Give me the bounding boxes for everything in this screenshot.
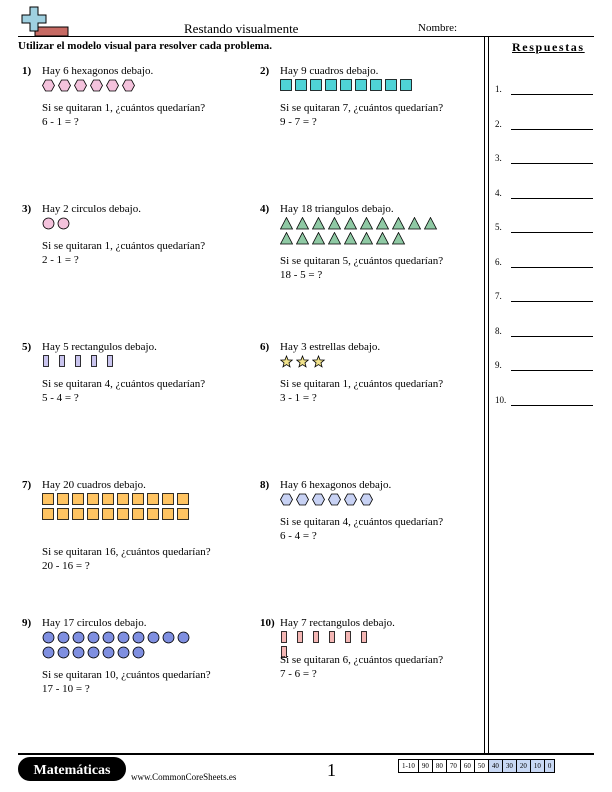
square-icon	[102, 508, 115, 521]
circle-icon	[132, 631, 145, 644]
square-icon	[57, 493, 70, 506]
triangle-icon	[312, 232, 326, 245]
score-cell: 20	[517, 760, 531, 772]
score-cell: 40	[489, 760, 503, 772]
triangle-icon	[328, 217, 342, 230]
shape-group	[280, 217, 440, 247]
square-icon	[42, 508, 55, 521]
problem-equation: 5 - 4 = ?	[42, 392, 79, 404]
problem-equation: 6 - 1 = ?	[42, 116, 79, 128]
square-icon	[340, 79, 353, 92]
triangle-icon	[344, 232, 358, 245]
problem-question: Si se quitaran 5, ¿cuántos quedarían?	[280, 255, 444, 267]
problem-number: 2)	[260, 65, 270, 77]
shape-group	[280, 79, 440, 94]
square-icon	[102, 493, 115, 506]
triangle-icon	[280, 232, 294, 245]
hexagon-icon	[106, 79, 120, 92]
square-icon	[147, 493, 160, 506]
hexagon-icon	[344, 493, 358, 506]
problem-number: 9)	[22, 617, 32, 629]
instructions: Utilizar el modelo visual para resolver cada problema.	[18, 40, 272, 52]
triangle-icon	[296, 217, 310, 230]
circle-icon	[102, 646, 115, 659]
rectangle-icon	[280, 631, 289, 644]
problem-question: Si se quitaran 1, ¿cuántos quedarían?	[280, 378, 444, 390]
answer-blank[interactable]	[511, 370, 593, 371]
triangle-icon	[408, 217, 422, 230]
triangle-icon	[376, 217, 390, 230]
problem-equation: 20 - 16 = ?	[42, 560, 90, 572]
hexagon-icon	[122, 79, 136, 92]
answer-blank[interactable]	[511, 129, 593, 130]
star-icon	[280, 355, 294, 368]
hexagon-icon	[42, 79, 56, 92]
answer-blank[interactable]	[511, 336, 593, 337]
problem-statement: Hay 9 cuadros debajo.	[280, 65, 379, 77]
rectangle-icon	[296, 631, 305, 644]
problem-question: Si se quitaran 1, ¿cuántos quedarían?	[42, 102, 206, 114]
star-icon	[296, 355, 310, 368]
problem-statement: Hay 7 rectangulos debajo.	[280, 617, 395, 629]
triangle-icon	[280, 217, 294, 230]
rectangle-icon	[360, 631, 369, 644]
footer-divider	[18, 753, 594, 755]
score-cell: 30	[503, 760, 517, 772]
shape-group	[42, 79, 202, 94]
shape-group	[280, 493, 440, 508]
rectangle-icon	[106, 355, 115, 368]
hexagon-icon	[280, 493, 294, 506]
square-icon	[162, 493, 175, 506]
circle-icon	[162, 631, 175, 644]
answer-column-border-left	[484, 36, 485, 753]
square-icon	[295, 79, 308, 92]
circle-icon	[87, 646, 100, 659]
problem-statement: Hay 2 circulos debajo.	[42, 203, 141, 215]
shape-group	[42, 217, 202, 232]
answer-label: 7.	[495, 291, 502, 301]
problem-number: 6)	[260, 341, 270, 353]
problem-statement: Hay 3 estrellas debajo.	[280, 341, 381, 353]
rectangle-icon	[344, 631, 353, 644]
hexagon-icon	[58, 79, 72, 92]
circle-icon	[147, 631, 160, 644]
answer-blank[interactable]	[511, 267, 593, 268]
problem-number: 7)	[22, 479, 32, 491]
score-cell: 0	[545, 760, 555, 772]
score-cell: 1-10	[399, 760, 419, 772]
answer-label: 1.	[495, 84, 502, 94]
square-icon	[57, 508, 70, 521]
problem-number: 8)	[260, 479, 270, 491]
problem-equation: 9 - 7 = ?	[280, 116, 317, 128]
answer-label: 4.	[495, 187, 502, 198]
rectangle-icon	[328, 631, 337, 644]
hexagon-icon	[312, 493, 326, 506]
problem-number: 5)	[22, 341, 32, 353]
answer-label: 6.	[495, 256, 502, 267]
score-cell: 80	[433, 760, 447, 772]
problem-number: 10)	[260, 617, 275, 629]
square-icon	[87, 493, 100, 506]
shape-group	[42, 355, 142, 370]
problem-statement: Hay 20 cuadros debajo.	[42, 479, 146, 491]
square-icon	[72, 493, 85, 506]
square-icon	[280, 79, 293, 92]
name-label: Nombre:	[418, 22, 458, 34]
answer-column-border-right	[488, 36, 489, 753]
answer-label: 9.	[495, 360, 502, 370]
hexagon-icon	[360, 493, 374, 506]
rectangle-icon	[90, 355, 99, 368]
circle-icon	[102, 631, 115, 644]
circle-icon	[177, 631, 190, 644]
circle-icon	[57, 217, 70, 230]
problem-number: 4)	[260, 203, 270, 215]
square-icon	[132, 493, 145, 506]
problem-question: Si se quitaran 7, ¿cuántos quedarían?	[280, 102, 444, 114]
triangle-icon	[296, 232, 310, 245]
square-icon	[325, 79, 338, 92]
problem-question: Si se quitaran 4, ¿cuántos quedarían?	[280, 516, 444, 528]
score-cell: 50	[475, 760, 489, 772]
triangle-icon	[328, 232, 342, 245]
header-divider	[18, 36, 594, 37]
site-url: www.CommonCoreSheets.es	[131, 772, 237, 782]
circle-icon	[72, 646, 85, 659]
square-icon	[72, 508, 85, 521]
problem-question: Si se quitaran 6, ¿cuántos quedarían?	[280, 654, 444, 666]
shape-group	[42, 631, 202, 661]
square-icon	[162, 508, 175, 521]
problem-statement: Hay 18 triangulos debajo.	[280, 203, 394, 215]
problem-question: Si se quitaran 16, ¿cuántos quedarían?	[42, 546, 211, 558]
rectangle-icon	[312, 631, 321, 644]
answer-blank[interactable]	[511, 163, 593, 164]
square-icon	[385, 79, 398, 92]
square-icon	[400, 79, 413, 92]
triangle-icon	[344, 217, 358, 230]
problem-number: 3)	[22, 203, 32, 215]
triangle-icon	[360, 232, 374, 245]
worksheet-title: Restando visualmente	[184, 21, 299, 36]
problem-equation: 17 - 10 = ?	[42, 683, 90, 695]
answer-blank[interactable]	[511, 301, 593, 302]
problem-statement: Hay 6 hexagonos debajo.	[280, 479, 392, 491]
rectangle-icon	[58, 355, 67, 368]
problem-number: 1)	[22, 65, 32, 77]
answer-blank[interactable]	[511, 405, 593, 406]
circle-icon	[87, 631, 100, 644]
hexagon-icon	[74, 79, 88, 92]
triangle-icon	[392, 217, 406, 230]
square-icon	[117, 508, 130, 521]
hexagon-icon	[90, 79, 104, 92]
brand-badge: Matemáticas	[18, 757, 126, 781]
circle-icon	[57, 646, 70, 659]
star-icon	[312, 355, 326, 368]
answer-blank[interactable]	[511, 94, 593, 95]
problem-statement: Hay 17 circulos debajo.	[42, 617, 147, 629]
square-icon	[87, 508, 100, 521]
square-icon	[177, 508, 190, 521]
problem-equation: 7 - 6 = ?	[280, 668, 317, 680]
circle-icon	[132, 646, 145, 659]
circle-icon	[117, 631, 130, 644]
triangle-icon	[312, 217, 326, 230]
shape-group	[42, 493, 202, 523]
answer-label: 2.	[495, 118, 502, 129]
triangle-icon	[392, 232, 406, 245]
square-icon	[370, 79, 383, 92]
page-number: 1	[327, 760, 336, 780]
problem-statement: Hay 6 hexagonos debajo.	[42, 65, 154, 77]
problem-equation: 2 - 1 = ?	[42, 254, 79, 266]
answer-blank[interactable]	[511, 198, 593, 199]
problem-question: Si se quitaran 4, ¿cuántos quedarían?	[42, 378, 206, 390]
score-cell: 60	[461, 760, 475, 772]
hexagon-icon	[296, 493, 310, 506]
plus-logo-icon	[18, 5, 70, 37]
problem-question: Si se quitaran 10, ¿cuántos quedarían?	[42, 669, 211, 681]
problem-equation: 3 - 1 = ?	[280, 392, 317, 404]
triangle-icon	[424, 217, 438, 230]
hexagon-icon	[328, 493, 342, 506]
circle-icon	[42, 646, 55, 659]
problem-equation: 6 - 4 = ?	[280, 530, 317, 542]
triangle-icon	[360, 217, 374, 230]
answer-label: 10.	[495, 394, 507, 405]
square-icon	[177, 493, 190, 506]
circle-icon	[117, 646, 130, 659]
problem-statement: Hay 5 rectangulos debajo.	[42, 341, 157, 353]
shape-group	[280, 355, 440, 370]
circle-icon	[72, 631, 85, 644]
circle-icon	[42, 631, 55, 644]
square-icon	[310, 79, 323, 92]
answer-blank[interactable]	[511, 232, 593, 233]
rectangle-icon	[42, 355, 51, 368]
problem-question: Si se quitaran 1, ¿cuántos quedarían?	[42, 240, 206, 252]
square-icon	[42, 493, 55, 506]
answer-label: 5.	[495, 222, 502, 232]
square-icon	[117, 493, 130, 506]
triangle-icon	[376, 232, 390, 245]
answer-label: 3.	[495, 153, 502, 163]
score-table	[398, 759, 555, 773]
score-cell: 90	[419, 760, 433, 772]
square-icon	[355, 79, 368, 92]
score-cell: 10	[531, 760, 545, 772]
circle-icon	[57, 631, 70, 644]
square-icon	[147, 508, 160, 521]
problem-equation: 18 - 5 = ?	[280, 269, 323, 281]
square-icon	[132, 508, 145, 521]
rectangle-icon	[74, 355, 83, 368]
circle-icon	[42, 217, 55, 230]
score-cell: 70	[447, 760, 461, 772]
answers-title: Respuestas	[512, 40, 585, 54]
answer-label: 8.	[495, 325, 502, 336]
